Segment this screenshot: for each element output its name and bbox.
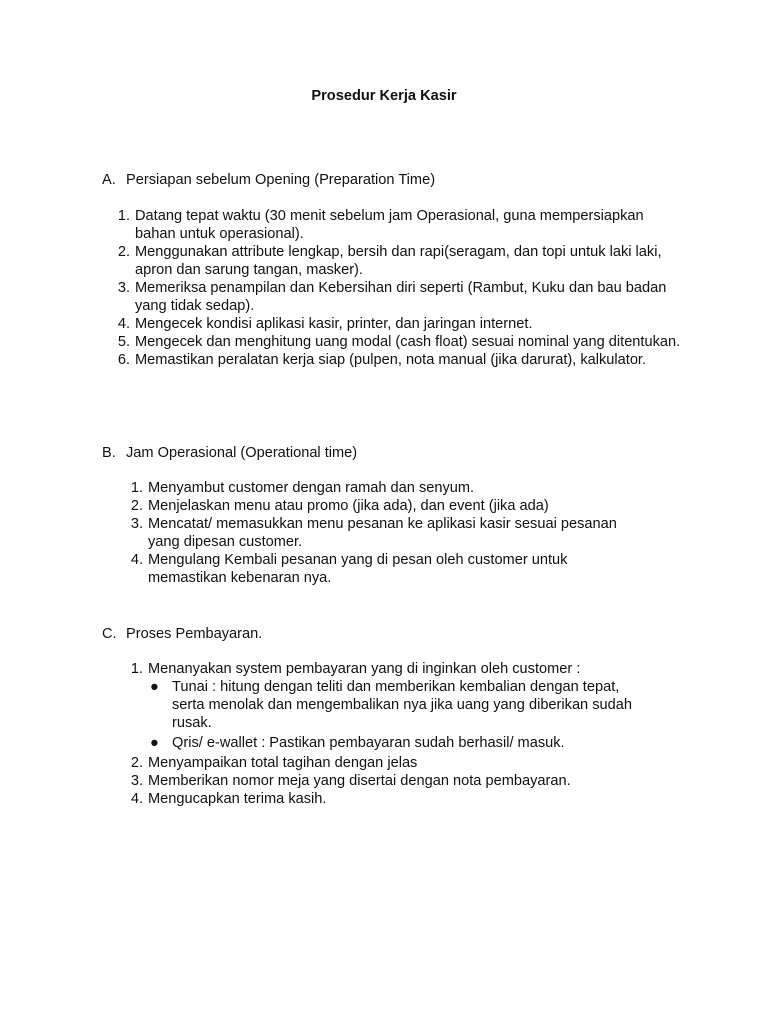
list-item-text: Mengucapkan terima kasih.	[148, 791, 327, 807]
list-item-text: Memberikan nomor meja yang disertai dengan nota pembayaran.	[148, 773, 571, 789]
list-item	[130, 497, 648, 515]
list-item	[130, 660, 648, 752]
list-item-text: Menyampaikan total tagihan dengan jelas	[148, 755, 418, 771]
list-item-text: Memeriksa penampilan dan Kebersihan diri seperti (Rambut, Kuku dan bau badan yang tidak sedap).	[135, 280, 667, 314]
payment-options-list	[148, 678, 648, 752]
list-item-number: 4.	[130, 552, 143, 568]
list-item	[117, 351, 685, 369]
list-item-text: Menjelaskan menu atau promo (jika ada), dan event (jika ada)	[148, 498, 549, 514]
list-item	[130, 790, 648, 808]
list-item-number: 4.	[130, 791, 143, 807]
section-c-letter: C.	[102, 626, 117, 642]
list-item-text: Datang tepat waktu (30 menit sebelum jam Operasional, guna mempersiapkan bahan untuk operasional).	[135, 208, 644, 242]
list-item-number: 1.	[130, 661, 143, 677]
bullet-item-text: Qris/ e-wallet : Pastikan pembayaran sudah berhasil/ masuk.	[172, 735, 565, 751]
list-item-number: 5.	[117, 334, 130, 350]
section-c-heading	[102, 625, 262, 643]
list-item	[117, 207, 685, 243]
list-item	[117, 315, 685, 333]
list-item-number: 3.	[130, 773, 143, 789]
list-item-number: 3.	[117, 280, 130, 296]
list-item	[117, 243, 685, 279]
list-item	[130, 515, 648, 551]
list-item-text: Menyambut customer dengan ramah dan senyum.	[148, 480, 475, 496]
document-title: Prosedur Kerja Kasir	[311, 88, 457, 104]
list-item-number: 2.	[130, 498, 143, 514]
section-a-list	[117, 207, 685, 369]
list-item	[130, 772, 648, 790]
section-a-title: Persiapan sebelum Opening (Preparation Time)	[126, 172, 436, 188]
list-item-text: Mengecek dan menghitung uang modal (cash float) sesuai nominal yang ditentukan.	[135, 334, 681, 350]
list-item	[117, 279, 685, 315]
list-item-number: 3.	[130, 516, 143, 532]
bullet-item	[148, 734, 648, 752]
list-item-number: 6.	[117, 352, 130, 368]
list-item-number: 1.	[130, 480, 143, 496]
section-b-title: Jam Operasional (Operational time)	[126, 445, 358, 461]
section-c-list	[130, 660, 648, 808]
list-item-text: Mengulang Kembali pesanan yang di pesan oleh customer untuk memastikan kebenaran nya.	[148, 552, 568, 586]
list-item	[130, 479, 648, 497]
list-item-text: Mengecek kondisi aplikasi kasir, printer, dan jaringan internet.	[135, 316, 533, 332]
section-a-heading	[102, 171, 435, 189]
section-b-list	[130, 479, 648, 587]
list-item-text: Menanyakan system pembayaran yang di inginkan oleh customer :	[148, 661, 581, 677]
section-c-title: Proses Pembayaran.	[126, 626, 263, 642]
list-item-text: Menggunakan attribute lengkap, bersih dan rapi(seragam, dan topi untuk laki laki, apron dan sarung tangan, masker).	[135, 244, 662, 278]
list-item-number: 1.	[117, 208, 130, 224]
bullet-item-text: Tunai : hitung dengan teliti dan memberikan kembalian dengan tepat, serta menolak dan mengembalikan nya jika uang yang diberikan sudah rusak.	[172, 679, 632, 731]
bullet-icon: ●	[150, 735, 159, 751]
list-item	[130, 754, 648, 772]
list-item-number: 4.	[117, 316, 130, 332]
section-b-heading	[102, 444, 357, 462]
list-item	[130, 551, 648, 587]
section-a-letter: A.	[102, 172, 116, 188]
list-item-text: Mencatat/ memasukkan menu pesanan ke aplikasi kasir sesuai pesanan yang dipesan customer.	[148, 516, 617, 550]
section-b-letter: B.	[102, 445, 116, 461]
bullet-icon: ●	[150, 679, 159, 695]
list-item-number: 2.	[130, 755, 143, 771]
list-item-number: 2.	[117, 244, 130, 260]
list-item-text: Memastikan peralatan kerja siap (pulpen, nota manual (jika darurat), kalkulator.	[135, 352, 647, 368]
list-item	[117, 333, 685, 351]
bullet-item	[148, 678, 648, 732]
